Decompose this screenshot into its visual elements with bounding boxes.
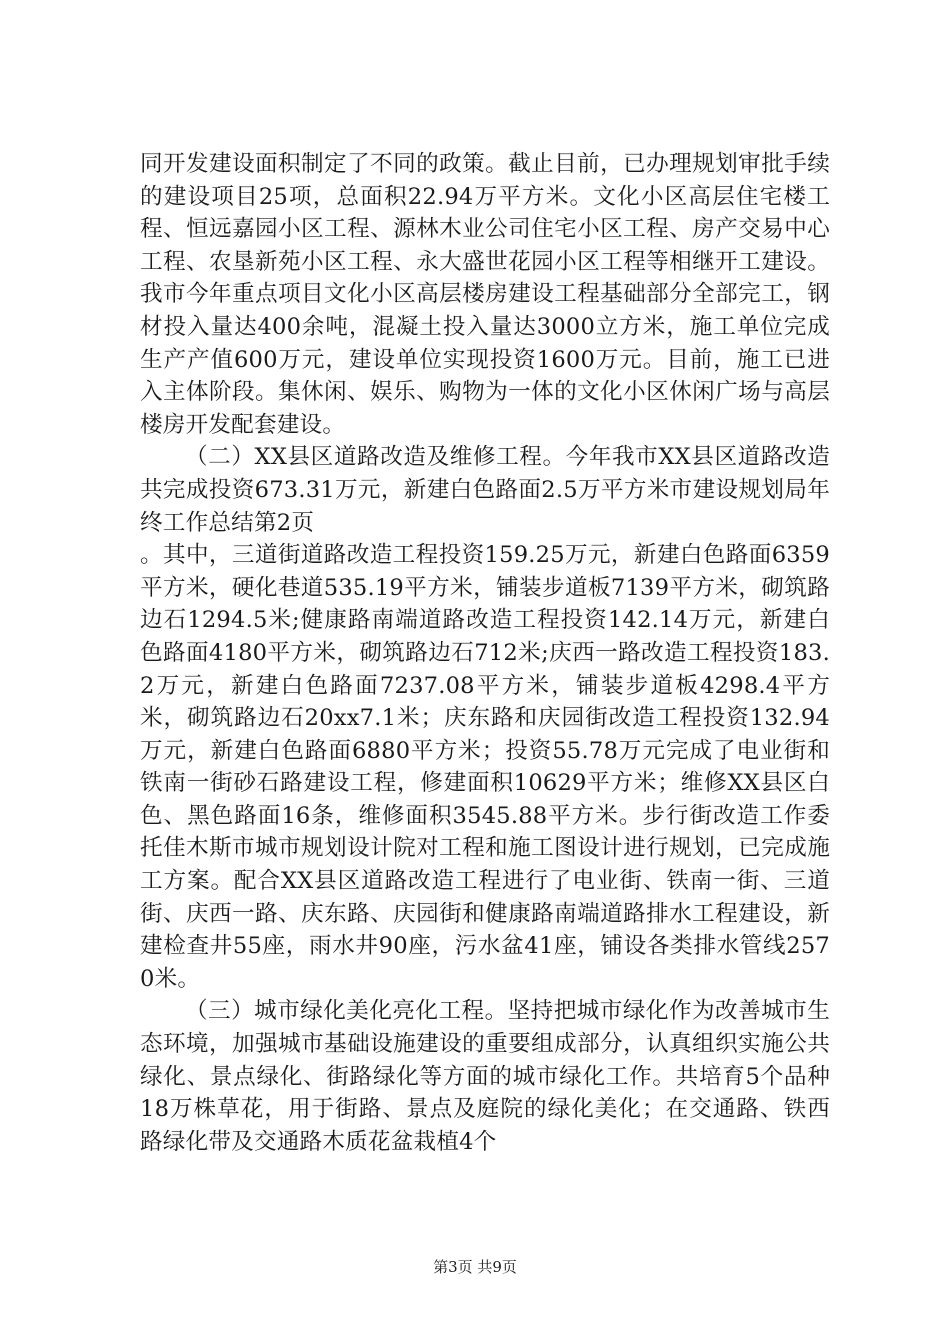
paragraph-continuation: 同开发建设面积制定了不同的政策。截止目前，已办理规划审批手续的建设项目25项，总面积22.94万平方米。文化小区高层住宅楼工程、恒远嘉园小区工程、源林木业公司住宅小区工程、房产交易中心工程、农垦新苑小区工程、永大盛世花园小区工程等相继开工建设。我市今年重点项目文化小区高层楼房建设工程基础部分全部完工，钢材投入量达400余吨，混凝土投入量达3000立方米，施工单位完成生产产值600万元，建设单位实现投资1600万元。目前，施工已进入主体阶段。集休闲、娱乐、购物为一体的文化小区休闲广场与高层楼房开发配套建设。 xyxy=(140,151,830,438)
document-body xyxy=(140,148,830,1158)
paragraph-greening: （三）城市绿化美化亮化工程。坚持把城市绿化作为改善城市生态环境，加强城市基础设施建设的重要组成部分，认真组织实施公共绿化、景点绿化、街路绿化等方面的城市绿化工作。共培育5个品种18万株草花，用于街路、景点及庭院的绿化美化；在交通路、铁西路绿化带及交通路木质花盆栽植4个 xyxy=(140,998,830,1155)
paragraph-road-details: 。其中，三道街道路改造工程投资159.25万元，新建白色路面6359平方米，硬化巷道535.19平方米，铺装步道板7139平方米，砌筑路边石1294.5米;健康路南端道路改造工程投资142.14万元，新建白色路面4180平方米，砌筑路边石712米;庆西一路改造工程投资183.2万元，新建白色路面7237.08平方米，铺装步道板4298.4平方米，砌筑路边石20xx7.1米；庆东路和庆园街改造工程投资132.94万元，新建白色路面6880平方米；投资55.78万元完成了电业街和铁南一街砂石路建设工程，修建面积10629平方米；维修XX县区白色、黑色路面16条，维修面积3545.88平方米。步行街改造工作委托佳木斯市城市规划设计院对工程和施工图设计进行规划，已完成施工方案。配合XX县区道路改造工程进行了电业街、铁南一街、三道街、庆西一路、庆东路、庆园街和健康路南端道路排水工程建设，新建检查井55座，雨水井90座，污水盆41座，铺设各类排水管线2570米。 xyxy=(140,542,830,992)
page-footer: 第3页 共9页 xyxy=(433,1258,517,1276)
paragraph-road-reconstruction: （二）XX县区道路改造及维修工程。今年我市XX县区道路改造共完成投资673.31万元，新建白色路面2.5万平方米市建设规划局年终工作总结第2页 xyxy=(140,444,830,536)
